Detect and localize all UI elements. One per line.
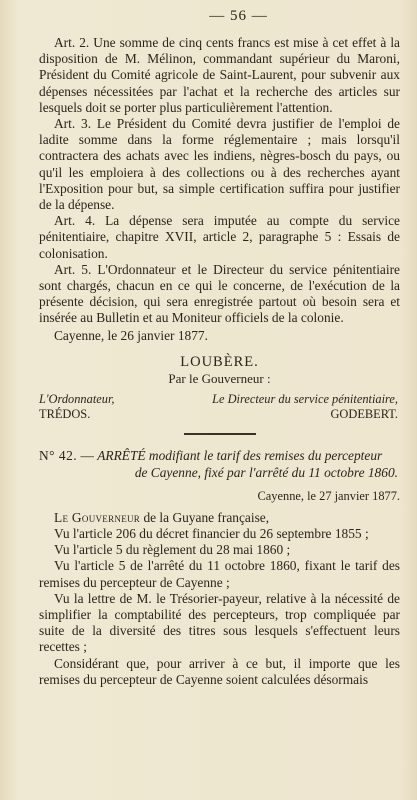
ordonnateur-block: [39, 392, 115, 422]
vu-item: Vu l'article 5 de l'arrêté du 11 octobre 1860, fixant le tarif des remises du percepteur de Cayenne ;: [39, 558, 400, 590]
ordonnateur-title: L'Ordonnateur,: [39, 391, 115, 406]
preamble-governor: [39, 510, 400, 526]
article-3: Art. 3. Le Président du Comité devra justifier de l'emploi de ladite somme dans la forme réglementaire ; mais lorsqu'il contractera des achats avec les indiens, nègres-bosch du pays, ou qu'il les emploiera à des collections ou à des recherches ayant l'Exposition pour but, sa simple certification suffira pour justifier de la dépense.: [39, 116, 400, 213]
governor-smallcaps: Le Gouverneur: [54, 509, 141, 525]
page-number: — 56 —: [209, 8, 268, 24]
vu-item: Vu l'article 206 du décret financier du 26 septembre 1855 ;: [54, 526, 369, 542]
section-divider: [184, 433, 256, 435]
considerant-item: Considérant que, pour arriver à ce but, il importe que les remises du percepteur de Cayenne soient calculées désormais: [39, 655, 400, 687]
article-2: Art. 2. Une somme de cinq cents francs est mise à cet effet à la disposition de M. Mélinon, commandant supérieur du Maroni, Président du Comité agricole de Saint-Laurent, pour subvenir aux dépenses nécessitées par l'achat et la recherche des articles sur lesquels doit se porter plus particulièrement l'attention.: [39, 35, 400, 115]
decree-title-start: ARRÊTÉ modifiant le tarif des remises du percepteur: [97, 447, 383, 463]
officials-signatures: [39, 392, 400, 422]
article-5: Art. 5. L'Ordonnateur et le Directeur du service pénitentiaire sont chargés, chacun en ce qui le concerne, de l'exécution de la présente décision, qui sera enregistrée partout où besoin sera et insérée au Bulletin et au Moniteur officiels de la colonie.: [39, 261, 400, 326]
signatory-name: LOUBÈRE.: [180, 353, 259, 370]
vu-item: Vu l'article 5 du règlement du 28 mai 1860 ;: [54, 542, 291, 558]
decree-dash: —: [80, 447, 94, 463]
ordonnateur-name: TRÉDOS.: [39, 406, 91, 421]
vu-item: Vu la lettre de M. le Trésorier-payeur, relative à la nécessité de simplifier la comptabilité des percepteurs, trop compliquée par suite de la diversité des titres sous lesquels s'effectuent leurs recettes ;: [39, 590, 400, 655]
directeur-block: [212, 392, 400, 422]
governor-rest: de la Guyane française,: [140, 509, 270, 525]
decree-heading: [39, 447, 400, 481]
by-governor-line: Par le Gouverneur :: [168, 370, 271, 386]
decree-title-end: de Cayenne, fixé par l'arrêté du 11 octobre 1860.: [134, 464, 398, 480]
decree-number: N° 42.: [39, 447, 78, 463]
article-4: Art. 4. La dépense sera imputée au compte du service pénitentiaire, chapitre XVII, article 2, paragraphe 5 : Essais de colonisation.: [39, 213, 400, 261]
directeur-name: GODEBERT.: [330, 406, 398, 421]
directeur-title: Le Directeur du service pénitentiaire,: [212, 391, 398, 406]
signing-date: Cayenne, le 26 janvier 1877.: [54, 327, 208, 343]
decree-place-date: Cayenne, le 27 janvier 1877.: [257, 488, 400, 503]
